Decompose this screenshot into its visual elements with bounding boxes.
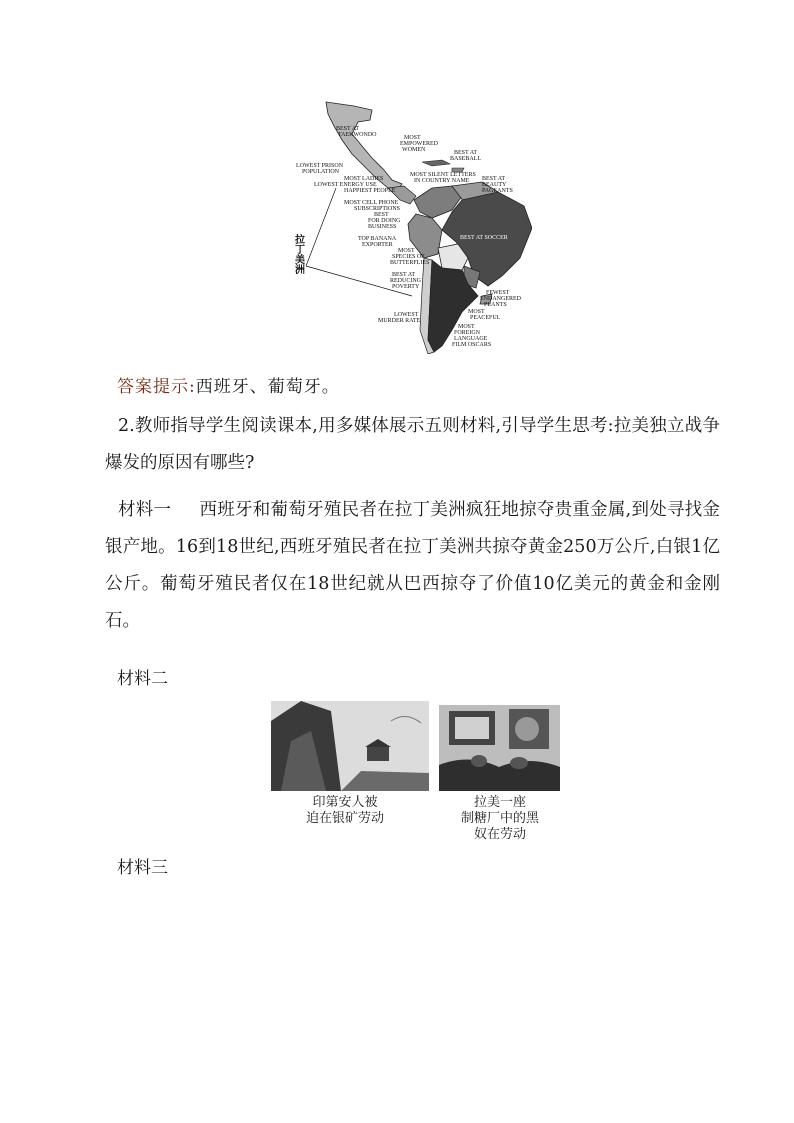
map-label: TOP BANANA (358, 236, 397, 242)
map-label: WOMEN (402, 147, 426, 153)
map-label: BEST AT (482, 176, 506, 182)
map-label: MOST (468, 309, 485, 315)
answer-hint (117, 372, 340, 397)
map-label: BUTTERFLIES (390, 260, 430, 266)
map-label: MOST SILENT LETTERS (410, 172, 476, 178)
map-label: BEST AT SOCCER (460, 235, 508, 241)
map-label: EXPORTER (362, 242, 393, 248)
map-label: PLANTS (484, 302, 507, 308)
map-label: MOST CELL PHONE (344, 200, 399, 206)
answer-label: 答案提示: (117, 377, 196, 397)
map-label: SPECIES OF (392, 254, 425, 260)
map-label: PEACEFUL (470, 315, 501, 321)
map-label: MOST LADIES (344, 176, 384, 182)
map-label: POVERTY (392, 284, 420, 290)
map-label: FILM OSCARS (452, 342, 492, 348)
map-label: EMPOWERED (400, 141, 438, 147)
material1-paragraph (105, 492, 720, 640)
map-label: FEWEST (486, 290, 510, 296)
map-label: HAPPIEST PEOPLE (344, 188, 396, 194)
silver-mine-image (271, 701, 429, 791)
map-label: BEAUTY (482, 182, 507, 188)
map-label: FOREIGN (454, 330, 481, 336)
map-label: MOST (404, 135, 421, 141)
map-label: PAGEANTS (482, 188, 513, 194)
map-side-label: 拉丁美洲 (292, 234, 304, 274)
map-label: BEST AT (336, 126, 360, 132)
map-label: TAEKWONDO (338, 132, 377, 138)
map-label: BUSINESS (368, 224, 397, 230)
material1-text: 西班牙和葡萄牙殖民者在拉丁美洲疯狂地掠夺贵重金属,到处寻找金银产地。16到18世纪,西班牙殖民者在拉丁美洲共掠夺黄金250万公斤,白银1亿公斤。葡萄牙殖民者仅在18世纪就从巴西掠夺了价值10亿美元的黄金和金刚石。 (105, 500, 721, 631)
material3-title: 材料三 (117, 858, 168, 878)
map-label: MOST (458, 324, 475, 330)
map-label: REDUCING (390, 278, 421, 284)
map-label: LOWEST PRISON (296, 163, 344, 169)
question-paragraph: 2.教师指导学生阅读课本,用多媒体展示五则材料,引导学生思考:拉美独立战争爆发的原因有哪些? (105, 416, 720, 473)
map-label: ENDANGERED (480, 296, 521, 302)
sugar-mill-image (439, 705, 560, 791)
map-label: LOWEST ENERGY USE (314, 182, 377, 188)
caption-sugar-mill: 拉美一座 制糖厂中的黑 奴在劳动 (460, 795, 539, 842)
map-label: BEST AT (392, 272, 416, 278)
caption-silver-mine: 印第安人被 迫在银矿劳动 (305, 795, 384, 826)
map-label: BEST AT (454, 150, 478, 156)
material1-title: 材料一 (118, 500, 172, 520)
map-label: SUBSCRIPTIONS (354, 206, 401, 212)
latin-america-map (292, 100, 532, 354)
map-label: POPULATION (302, 169, 340, 175)
material2-title: 材料二 (117, 669, 168, 689)
map-label: BEST (374, 212, 389, 218)
map-label: BASEBALL (450, 156, 482, 162)
map-label: LANGUAGE (454, 336, 488, 342)
map-label: FOR DOING (368, 218, 401, 224)
map-label: MURDER RATE (378, 318, 421, 324)
map-label: MOST (398, 248, 415, 254)
answer-text: 西班牙、葡萄牙。 (195, 377, 340, 397)
map-label: IN COUNTRY NAME (414, 178, 470, 184)
map-label: LOWEST (394, 312, 419, 318)
